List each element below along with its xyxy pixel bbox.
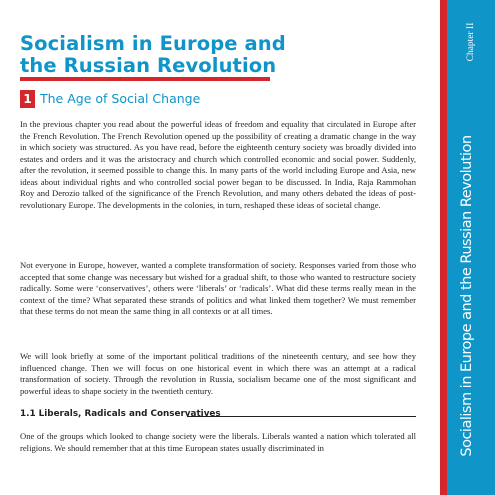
chapter-title-line-1: Socialism in Europe and (20, 32, 286, 55)
sidebar-red-stripe (440, 0, 447, 495)
sidebar-chapter-label: Chapter II (466, 22, 476, 62)
subsection-heading: 1.1 Liberals, Radicals and Conservatives (20, 409, 221, 419)
sidebar-running-title: Socialism in Europe and the Russian Revolution (459, 135, 475, 457)
section-number-badge: 1 (20, 90, 35, 108)
body-paragraph-1: In the previous chapter you read about the powerful ideas of freedom and equality that circulated in Europe after the French Revolution. The French Revolution opened up the possibility of creating a dramatic change in the way in which society was structured. As you have read, before the eighteenth century society was broadly divided into estates and orders and it was the aristocracy and church which controlled economic and social power. Suddenly, after the revolution, it seemed possible to change this. In many parts of the world including Europe and Asia, new ideas about individual rights and who controlled social power began to be discussed. In India, Raja Rammohan Roy and Derozio talked of the significance of the French Revolution, and many others debated the ideas of post-revolutionary Europe. The developments in the colonies, in turn, reshaped these ideas of societal change. (20, 119, 416, 210)
body-paragraph-2: Not everyone in Europe, however, wanted a complete transformation of society. Responses varied from those who accepted that some change was necessary but wished for a gradual shift, to those who wanted to restructure society radically. Some were ‘conservatives’, others were ‘liberals’ or ‘radicals’. What did these terms really mean in the context of the time? What separated these strands of politics and what linked them together? We must remember that these terms do not mean the same thing in all contexts or at all times. (20, 260, 416, 317)
chapter-title (20, 33, 320, 77)
title-underline-rule (20, 77, 270, 81)
subsection-rule (187, 416, 416, 417)
body-paragraph-3: We will look briefly at some of the important political traditions of the nineteenth century, and see how they influenced change. Then we will focus on one historical event in which there was an attempt at a radical transformation of society. Through the revolution in Russia, socialism became one of the most significant and powerful ideas to shape society in the twentieth century. (20, 351, 416, 396)
chapter-title-line-2: the Russian Revolution (20, 54, 277, 77)
sidebar-gap (431, 0, 440, 495)
section-title: The Age of Social Change (40, 91, 201, 106)
body-paragraph-4: One of the groups which looked to change society were the liberals. Liberals wanted a nation which tolerated all religions. We should remember that at this time European states usually discriminated in (20, 431, 416, 453)
